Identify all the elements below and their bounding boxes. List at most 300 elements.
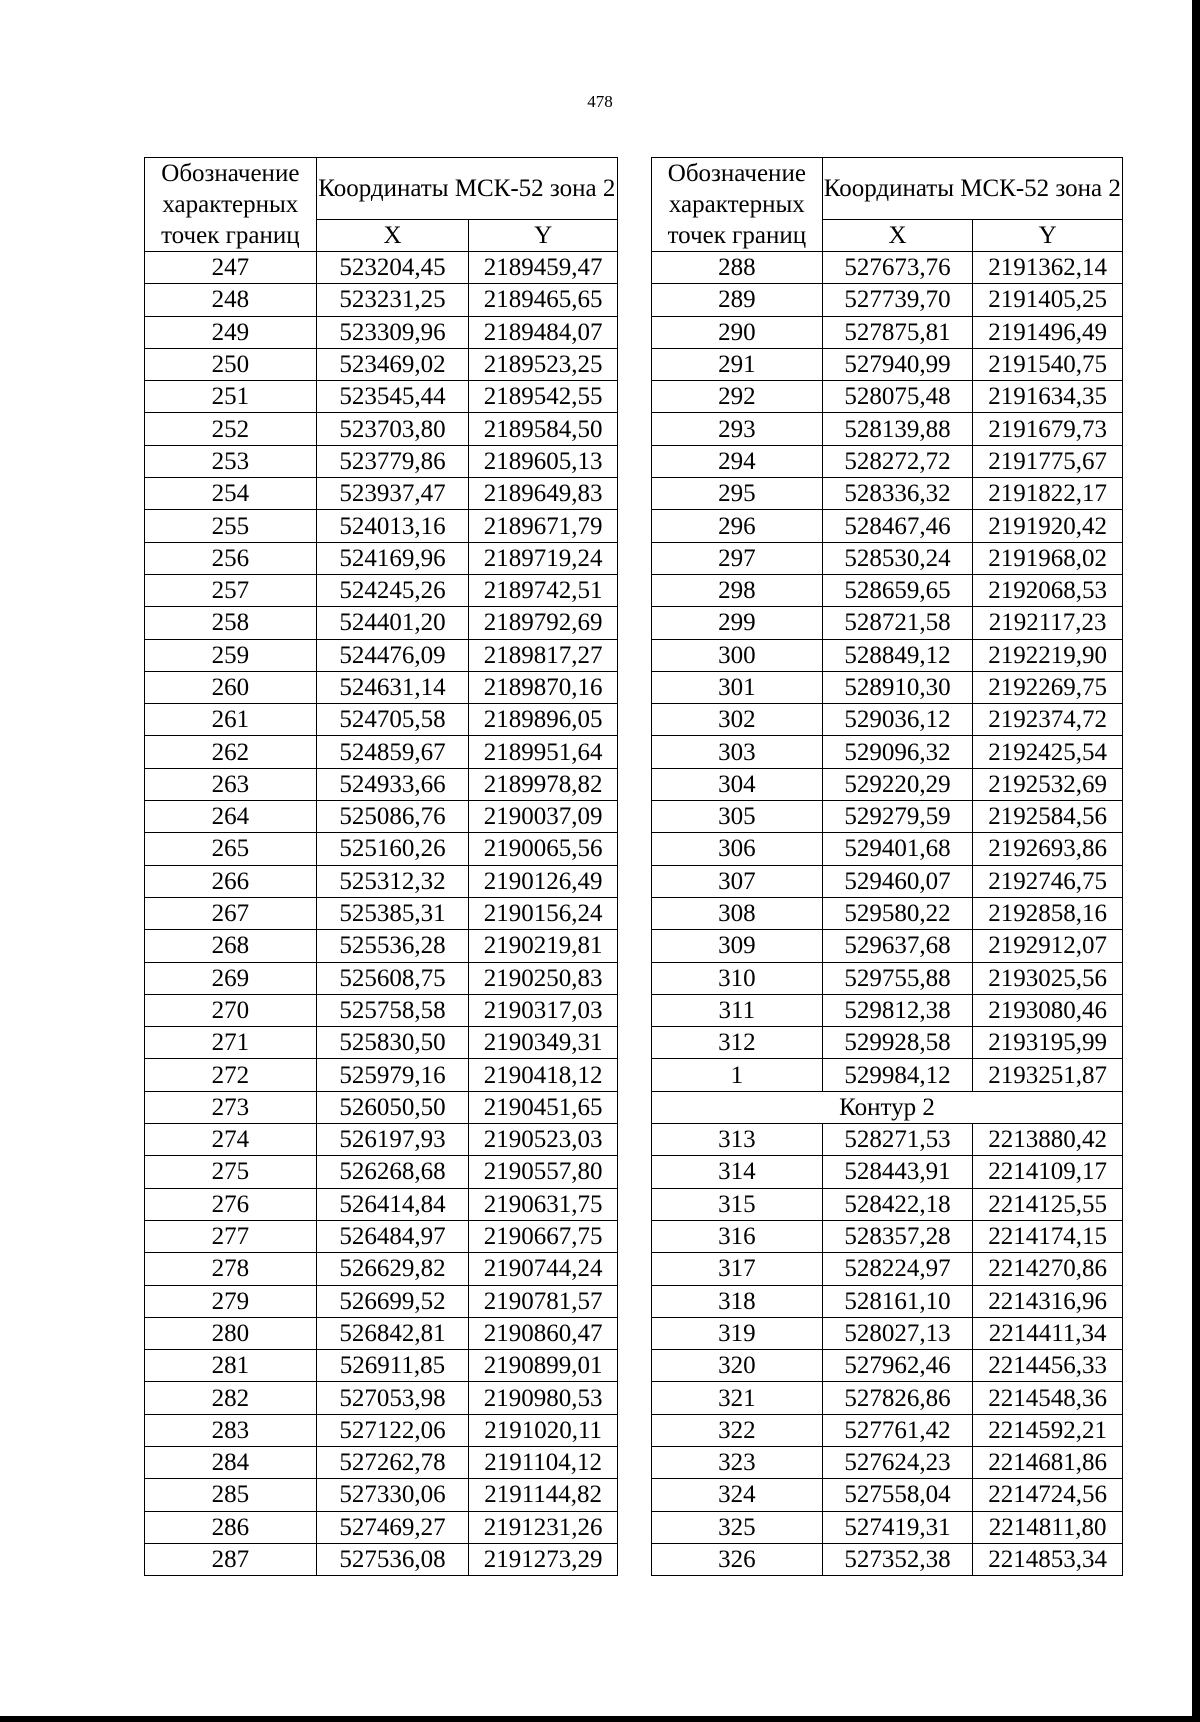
point-id-cell: 326 — [652, 1543, 823, 1575]
y-coordinate-cell: 2191920,42 — [973, 510, 1123, 542]
table-row — [145, 1350, 618, 1382]
y-coordinate-cell: 2189817,27 — [469, 639, 618, 671]
x-coordinate-cell: 528443,91 — [822, 1156, 973, 1188]
y-coordinate-cell: 2191968,02 — [973, 542, 1123, 574]
x-coordinate-cell: 528467,46 — [822, 510, 973, 542]
table-row — [145, 897, 618, 929]
y-coordinate-cell: 2190349,31 — [469, 1027, 618, 1059]
x-coordinate-cell: 524705,58 — [316, 704, 469, 736]
x-coordinate-cell: 528336,32 — [822, 478, 973, 510]
table-row — [145, 768, 618, 800]
point-id-cell: 257 — [145, 574, 317, 606]
x-coordinate-cell: 523545,44 — [316, 381, 469, 413]
x-coordinate-cell: 526699,52 — [316, 1285, 469, 1317]
point-id-cell: 305 — [652, 801, 823, 833]
y-coordinate-cell: 2214811,80 — [973, 1511, 1123, 1543]
x-coordinate-cell: 529755,88 — [822, 962, 973, 994]
point-id-cell: 287 — [145, 1543, 317, 1575]
table-row — [652, 348, 1123, 380]
table-row — [652, 1543, 1123, 1575]
x-coordinate-cell: 529460,07 — [822, 865, 973, 897]
table-row — [652, 865, 1123, 897]
point-id-cell: 292 — [652, 381, 823, 413]
x-coordinate-cell: 524013,16 — [316, 510, 469, 542]
point-id-cell: 289 — [652, 284, 823, 316]
x-coordinate-cell: 529036,12 — [822, 704, 973, 736]
table-row — [145, 1285, 618, 1317]
contour-label: Контур 2 — [652, 1091, 1123, 1123]
y-coordinate-cell: 2193080,46 — [973, 994, 1123, 1026]
y-coordinate-cell: 2189671,79 — [469, 510, 618, 542]
y-coordinate-cell: 2191104,12 — [469, 1446, 618, 1478]
y-coordinate-cell: 2189719,24 — [469, 542, 618, 574]
table-row — [652, 833, 1123, 865]
point-id-cell: 296 — [652, 510, 823, 542]
y-coordinate-cell: 2191362,14 — [973, 252, 1123, 284]
table-row — [652, 994, 1123, 1026]
point-id-cell: 306 — [652, 833, 823, 865]
y-coordinate-cell: 2192219,90 — [973, 639, 1123, 671]
table-row — [145, 930, 618, 962]
point-id-cell: 251 — [145, 381, 317, 413]
x-coordinate-cell: 528910,30 — [822, 671, 973, 703]
point-id-cell: 310 — [652, 962, 823, 994]
table-row — [145, 1543, 618, 1575]
point-id-cell: 269 — [145, 962, 317, 994]
x-coordinate-cell: 528659,65 — [822, 574, 973, 606]
x-coordinate-cell: 529580,22 — [822, 897, 973, 929]
table-row — [652, 574, 1123, 606]
point-id-cell: 268 — [145, 930, 317, 962]
y-coordinate-cell: 2190980,53 — [469, 1382, 618, 1414]
y-coordinate-cell: 2193195,99 — [973, 1027, 1123, 1059]
point-id-cell: 295 — [652, 478, 823, 510]
y-coordinate-cell: 2192068,53 — [973, 574, 1123, 606]
x-coordinate-cell: 527962,46 — [822, 1350, 973, 1382]
table-row — [145, 348, 618, 380]
y-coordinate-cell: 2190860,47 — [469, 1317, 618, 1349]
table-row — [652, 1382, 1123, 1414]
x-coordinate-cell: 526484,97 — [316, 1220, 469, 1252]
table-row — [145, 994, 618, 1026]
point-id-cell: 291 — [652, 348, 823, 380]
x-coordinate-cell: 528849,12 — [822, 639, 973, 671]
table-row — [145, 962, 618, 994]
y-coordinate-cell: 2189465,65 — [469, 284, 618, 316]
scan-border-bottom — [0, 1716, 1200, 1722]
x-coordinate-cell: 527536,08 — [316, 1543, 469, 1575]
y-coordinate-cell: 2214125,55 — [973, 1188, 1123, 1220]
point-id-cell: 254 — [145, 478, 317, 510]
x-coordinate-cell: 528161,10 — [822, 1285, 973, 1317]
y-coordinate-cell: 2191020,11 — [469, 1414, 618, 1446]
x-coordinate-cell: 525312,32 — [316, 865, 469, 897]
table-row — [652, 639, 1123, 671]
y-coordinate-cell: 2190557,80 — [469, 1156, 618, 1188]
table-row — [145, 574, 618, 606]
x-coordinate-cell: 525608,75 — [316, 962, 469, 994]
table-row — [145, 1446, 618, 1478]
x-coordinate-cell: 526197,93 — [316, 1124, 469, 1156]
point-id-cell: 303 — [652, 736, 823, 768]
point-id-cell: 266 — [145, 865, 317, 897]
x-coordinate-cell: 523469,02 — [316, 348, 469, 380]
y-coordinate-cell: 2189649,83 — [469, 478, 618, 510]
x-coordinate-cell: 524476,09 — [316, 639, 469, 671]
table-row — [652, 542, 1123, 574]
table-row — [652, 381, 1123, 413]
table-row — [145, 252, 618, 284]
x-coordinate-cell: 525160,26 — [316, 833, 469, 865]
y-coordinate-cell: 2189896,05 — [469, 704, 618, 736]
x-coordinate-cell: 526629,82 — [316, 1253, 469, 1285]
x-coordinate-cell: 523309,96 — [316, 316, 469, 348]
point-id-cell: 265 — [145, 833, 317, 865]
point-id-cell: 255 — [145, 510, 317, 542]
y-coordinate-cell: 2191273,29 — [469, 1543, 618, 1575]
y-coordinate-cell: 2189870,16 — [469, 671, 618, 703]
x-coordinate-cell: 527826,86 — [822, 1382, 973, 1414]
y-coordinate-cell: 2190631,75 — [469, 1188, 618, 1220]
point-id-cell: 276 — [145, 1188, 317, 1220]
x-coordinate-cell: 526842,81 — [316, 1317, 469, 1349]
x-coordinate-cell: 529279,59 — [822, 801, 973, 833]
table-row — [652, 510, 1123, 542]
x-coordinate-cell: 527739,70 — [822, 284, 973, 316]
y-coordinate-cell: 2193251,87 — [973, 1059, 1123, 1091]
table-row — [145, 1317, 618, 1349]
x-coordinate-cell: 528422,18 — [822, 1188, 973, 1220]
scan-border-right — [1192, 0, 1200, 1722]
x-coordinate-cell: 523937,47 — [316, 478, 469, 510]
table-row — [652, 478, 1123, 510]
x-coordinate-cell: 525979,16 — [316, 1059, 469, 1091]
x-coordinate-cell: 524631,14 — [316, 671, 469, 703]
table-row — [145, 736, 618, 768]
point-id-cell: 318 — [652, 1285, 823, 1317]
y-coordinate-cell: 2190418,12 — [469, 1059, 618, 1091]
table-row — [145, 1479, 618, 1511]
table-row — [145, 1511, 618, 1543]
y-coordinate-cell: 2189523,25 — [469, 348, 618, 380]
x-coordinate-cell: 529928,58 — [822, 1027, 973, 1059]
x-coordinate-cell: 528224,97 — [822, 1253, 973, 1285]
y-coordinate-cell: 2192269,75 — [973, 671, 1123, 703]
table-row — [652, 1156, 1123, 1188]
y-coordinate-cell: 2192746,75 — [973, 865, 1123, 897]
x-coordinate-cell: 527469,27 — [316, 1511, 469, 1543]
y-coordinate-cell: 2214592,21 — [973, 1414, 1123, 1446]
point-id-cell: 281 — [145, 1350, 317, 1382]
point-id-cell: 271 — [145, 1027, 317, 1059]
point-id-cell: 300 — [652, 639, 823, 671]
table-row — [145, 316, 618, 348]
point-id-cell: 314 — [652, 1156, 823, 1188]
table-row — [145, 510, 618, 542]
y-coordinate-cell: 2190451,65 — [469, 1091, 618, 1123]
y-coordinate-cell: 2214411,34 — [973, 1317, 1123, 1349]
table-row — [652, 1220, 1123, 1252]
x-coordinate-cell: 527053,98 — [316, 1382, 469, 1414]
point-id-cell: 249 — [145, 316, 317, 348]
table-row — [145, 1091, 618, 1123]
point-id-cell: 316 — [652, 1220, 823, 1252]
x-coordinate-cell: 528139,88 — [822, 413, 973, 445]
point-id-cell: 283 — [145, 1414, 317, 1446]
x-coordinate-cell: 526268,68 — [316, 1156, 469, 1188]
y-coordinate-cell: 2190744,24 — [469, 1253, 618, 1285]
table-row — [652, 1253, 1123, 1285]
y-coordinate-cell: 2214456,33 — [973, 1350, 1123, 1382]
x-coordinate-cell: 529984,12 — [822, 1059, 973, 1091]
point-id-cell: 320 — [652, 1350, 823, 1382]
table-row — [652, 1188, 1123, 1220]
point-id-cell: 273 — [145, 1091, 317, 1123]
point-id-cell: 319 — [652, 1317, 823, 1349]
x-coordinate-cell: 524401,20 — [316, 607, 469, 639]
x-coordinate-cell: 527940,99 — [822, 348, 973, 380]
point-id-cell: 264 — [145, 801, 317, 833]
point-id-cell: 263 — [145, 768, 317, 800]
y-coordinate-cell: 2192425,54 — [973, 736, 1123, 768]
y-coordinate-cell: 2214316,96 — [973, 1285, 1123, 1317]
x-coordinate-cell: 527330,06 — [316, 1479, 469, 1511]
y-coordinate-cell: 2189605,13 — [469, 445, 618, 477]
point-id-cell: 260 — [145, 671, 317, 703]
y-coordinate-cell: 2190899,01 — [469, 1350, 618, 1382]
point-id-cell: 302 — [652, 704, 823, 736]
y-coordinate-cell: 2192532,69 — [973, 768, 1123, 800]
table-row — [145, 1253, 618, 1285]
y-coordinate-cell: 2191496,49 — [973, 316, 1123, 348]
y-coordinate-cell: 2190156,24 — [469, 897, 618, 929]
table-row — [145, 1220, 618, 1252]
x-coordinate-cell: 525086,76 — [316, 801, 469, 833]
point-id-cell: 294 — [652, 445, 823, 477]
table-row — [652, 607, 1123, 639]
point-id-cell: 250 — [145, 348, 317, 380]
x-coordinate-cell: 527558,04 — [822, 1479, 973, 1511]
table-row — [145, 1188, 618, 1220]
point-id-cell: 1 — [652, 1059, 823, 1091]
x-coordinate-cell: 528027,13 — [822, 1317, 973, 1349]
y-coordinate-cell: 2189978,82 — [469, 768, 618, 800]
point-id-cell: 261 — [145, 704, 317, 736]
y-coordinate-cell: 2189542,55 — [469, 381, 618, 413]
y-coordinate-cell: 2190667,75 — [469, 1220, 618, 1252]
point-id-cell: 258 — [145, 607, 317, 639]
x-coordinate-cell: 525385,31 — [316, 897, 469, 929]
point-id-cell: 256 — [145, 542, 317, 574]
point-id-cell: 247 — [145, 252, 317, 284]
y-coordinate-cell: 2214724,56 — [973, 1479, 1123, 1511]
x-coordinate-cell: 523779,86 — [316, 445, 469, 477]
point-id-cell: 304 — [652, 768, 823, 800]
x-coordinate-cell: 527419,31 — [822, 1511, 973, 1543]
x-coordinate-cell: 524245,26 — [316, 574, 469, 606]
y-coordinate-cell: 2190317,03 — [469, 994, 618, 1026]
x-coordinate-cell: 525536,28 — [316, 930, 469, 962]
y-coordinate-cell: 2189742,51 — [469, 574, 618, 606]
y-coordinate-cell: 2189459,47 — [469, 252, 618, 284]
table-row — [145, 284, 618, 316]
y-coordinate-cell: 2190250,83 — [469, 962, 618, 994]
table-row — [145, 445, 618, 477]
point-id-cell: 278 — [145, 1253, 317, 1285]
point-id-cell: 297 — [652, 542, 823, 574]
point-id-cell: 308 — [652, 897, 823, 929]
y-coordinate-cell: 2192693,86 — [973, 833, 1123, 865]
y-coordinate-cell: 2191405,25 — [973, 284, 1123, 316]
point-id-cell: 313 — [652, 1124, 823, 1156]
x-coordinate-cell: 528721,58 — [822, 607, 973, 639]
point-id-cell: 307 — [652, 865, 823, 897]
point-label-header: Обозначение характерных точек границ — [652, 158, 823, 252]
table-row — [652, 1511, 1123, 1543]
y-coordinate-cell: 2192584,56 — [973, 801, 1123, 833]
point-id-cell: 270 — [145, 994, 317, 1026]
point-id-cell: 248 — [145, 284, 317, 316]
table-row — [652, 1059, 1123, 1091]
point-id-cell: 323 — [652, 1446, 823, 1478]
point-id-cell: 274 — [145, 1124, 317, 1156]
table-row — [145, 1059, 618, 1091]
point-id-cell: 252 — [145, 413, 317, 445]
point-id-cell: 311 — [652, 994, 823, 1026]
table-row — [145, 607, 618, 639]
table-row — [652, 413, 1123, 445]
x-coordinate-cell: 526911,85 — [316, 1350, 469, 1382]
y-coordinate-cell: 2189792,69 — [469, 607, 618, 639]
x-column-header: X — [316, 219, 469, 251]
table-row — [652, 252, 1123, 284]
table-row — [652, 1317, 1123, 1349]
point-id-cell: 301 — [652, 671, 823, 703]
contour-row — [652, 1091, 1123, 1123]
x-coordinate-cell: 527624,23 — [822, 1446, 973, 1478]
x-coordinate-cell: 529401,68 — [822, 833, 973, 865]
x-coordinate-cell: 529220,29 — [822, 768, 973, 800]
table-row — [652, 930, 1123, 962]
point-id-cell: 272 — [145, 1059, 317, 1091]
table-row — [652, 704, 1123, 736]
page-number: 478 — [587, 92, 613, 111]
y-coordinate-cell: 2191822,17 — [973, 478, 1123, 510]
x-coordinate-cell: 528075,48 — [822, 381, 973, 413]
y-coordinate-cell: 2189484,07 — [469, 316, 618, 348]
y-coordinate-cell: 2192117,23 — [973, 607, 1123, 639]
point-id-cell: 277 — [145, 1220, 317, 1252]
point-id-cell: 312 — [652, 1027, 823, 1059]
table-row — [652, 962, 1123, 994]
point-id-cell: 309 — [652, 930, 823, 962]
x-coordinate-cell: 526414,84 — [316, 1188, 469, 1220]
y-column-header: Y — [973, 219, 1123, 251]
table-row — [145, 478, 618, 510]
x-coordinate-cell: 528530,24 — [822, 542, 973, 574]
y-coordinate-cell: 2193025,56 — [973, 962, 1123, 994]
y-coordinate-cell: 2190219,81 — [469, 930, 618, 962]
y-coordinate-cell: 2213880,42 — [973, 1124, 1123, 1156]
x-coordinate-cell: 525758,58 — [316, 994, 469, 1026]
table-row — [145, 413, 618, 445]
y-coordinate-cell: 2191144,82 — [469, 1479, 618, 1511]
x-coordinate-cell: 527262,78 — [316, 1446, 469, 1478]
x-coordinate-cell: 529096,32 — [822, 736, 973, 768]
y-coordinate-cell: 2192858,16 — [973, 897, 1123, 929]
point-id-cell: 321 — [652, 1382, 823, 1414]
point-id-cell: 279 — [145, 1285, 317, 1317]
y-coordinate-cell: 2191634,35 — [973, 381, 1123, 413]
y-coordinate-cell: 2191231,26 — [469, 1511, 618, 1543]
y-coordinate-cell: 2214270,86 — [973, 1253, 1123, 1285]
table-row — [652, 768, 1123, 800]
point-id-cell: 290 — [652, 316, 823, 348]
table-row — [652, 316, 1123, 348]
y-coordinate-cell: 2214681,86 — [973, 1446, 1123, 1478]
table-row — [145, 1027, 618, 1059]
x-coordinate-cell: 526050,50 — [316, 1091, 469, 1123]
point-id-cell: 288 — [652, 252, 823, 284]
y-coordinate-cell: 2191540,75 — [973, 348, 1123, 380]
point-id-cell: 282 — [145, 1382, 317, 1414]
point-id-cell: 259 — [145, 639, 317, 671]
table-row — [145, 1414, 618, 1446]
point-id-cell: 253 — [145, 445, 317, 477]
x-coordinate-cell: 527352,38 — [822, 1543, 973, 1575]
x-coordinate-cell: 528272,72 — [822, 445, 973, 477]
table-row — [145, 381, 618, 413]
x-coordinate-cell: 523231,25 — [316, 284, 469, 316]
y-coordinate-cell: 2191775,67 — [973, 445, 1123, 477]
x-coordinate-cell: 524859,67 — [316, 736, 469, 768]
point-id-cell: 315 — [652, 1188, 823, 1220]
y-coordinate-cell: 2190126,49 — [469, 865, 618, 897]
table-row — [652, 801, 1123, 833]
point-id-cell: 325 — [652, 1511, 823, 1543]
point-id-cell: 285 — [145, 1479, 317, 1511]
y-column-header: Y — [469, 219, 618, 251]
table-row — [145, 704, 618, 736]
table-row — [652, 1446, 1123, 1478]
y-coordinate-cell: 2214109,17 — [973, 1156, 1123, 1188]
table-row — [145, 1382, 618, 1414]
x-coordinate-cell: 529637,68 — [822, 930, 973, 962]
point-id-cell: 298 — [652, 574, 823, 606]
y-coordinate-cell: 2189584,50 — [469, 413, 618, 445]
y-coordinate-cell: 2214174,15 — [973, 1220, 1123, 1252]
y-coordinate-cell: 2214853,34 — [973, 1543, 1123, 1575]
table-row — [145, 1124, 618, 1156]
x-coordinate-cell: 529812,38 — [822, 994, 973, 1026]
table-row — [145, 542, 618, 574]
table-row — [652, 1124, 1123, 1156]
x-coordinate-cell: 527761,42 — [822, 1414, 973, 1446]
table-row — [652, 736, 1123, 768]
table-row — [652, 1027, 1123, 1059]
y-coordinate-cell: 2191679,73 — [973, 413, 1123, 445]
table-row — [652, 284, 1123, 316]
table-row — [652, 445, 1123, 477]
point-id-cell: 284 — [145, 1446, 317, 1478]
y-coordinate-cell: 2190523,03 — [469, 1124, 618, 1156]
table-row — [652, 671, 1123, 703]
point-label-header: Обозначение характерных точек границ — [145, 158, 317, 252]
table-row — [145, 671, 618, 703]
y-coordinate-cell: 2189951,64 — [469, 736, 618, 768]
y-coordinate-cell: 2192912,07 — [973, 930, 1123, 962]
y-coordinate-cell: 2192374,72 — [973, 704, 1123, 736]
